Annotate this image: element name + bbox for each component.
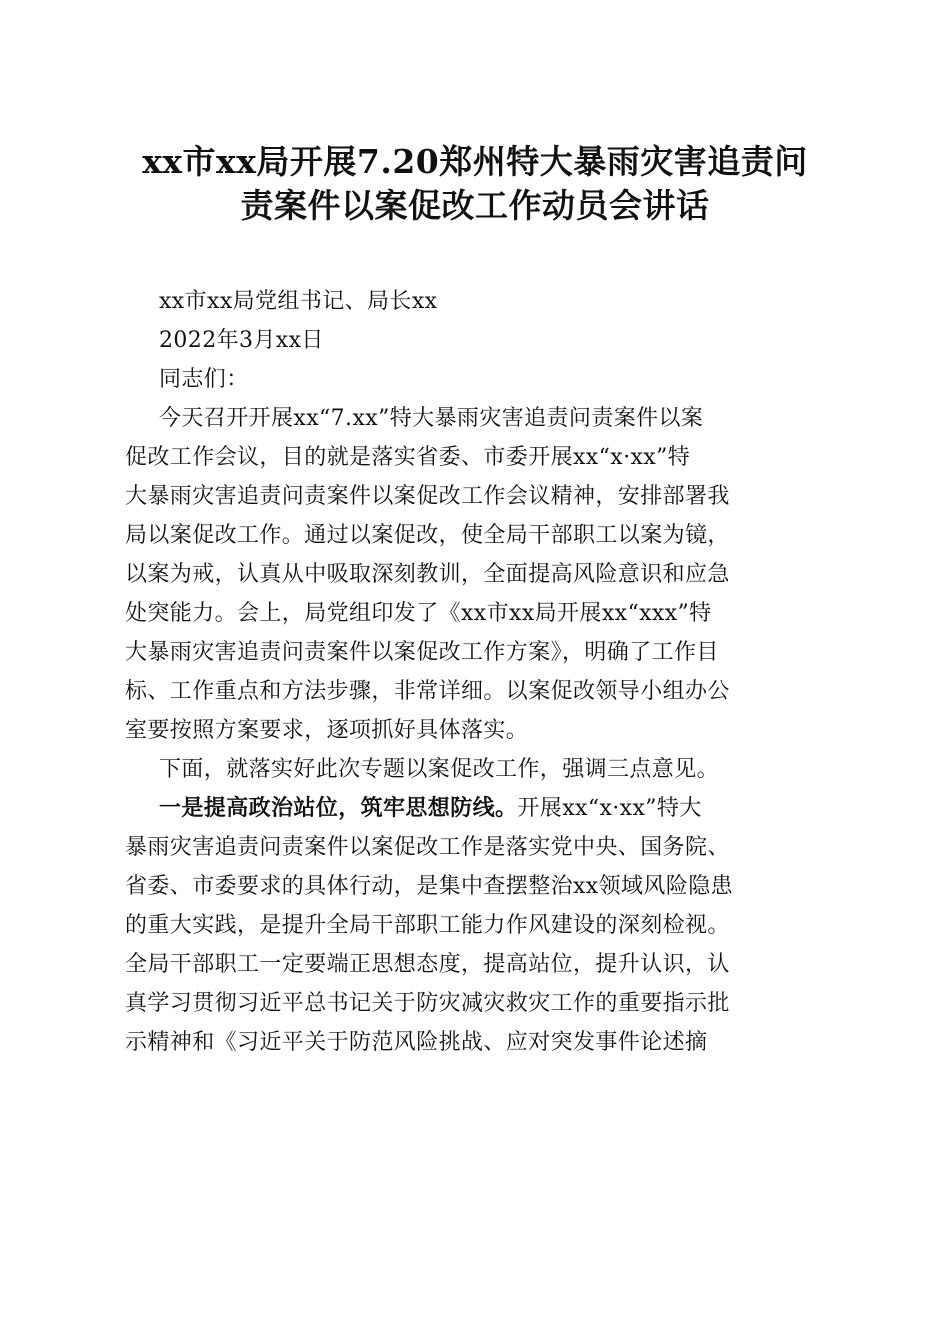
- salutation: 同志们：: [159, 367, 249, 392]
- paragraph-line: [125, 789, 830, 828]
- title-line-2: 责案件以案促改工作动员会讲话: [240, 186, 710, 225]
- paragraph-line: 的重大实践，是提升全局干部职工能力作风建设的深刻检视。: [125, 913, 730, 938]
- title-line-1: xx市xx局开展7.20郑州特大暴雨灾害追责问: [142, 142, 808, 181]
- paragraph-line: 省委、市委要求的具体行动，是集中查摆整治xx领域风险隐患: [125, 874, 734, 899]
- document-title: [100, 140, 850, 228]
- paragraph-line: 处突能力。会上，局党组印发了《xx市xx局开展xx“xxx”特: [125, 601, 712, 626]
- paragraph-line: 今天召开开展xx“7.xx”特大暴雨灾害追责问责案件以案: [159, 406, 704, 431]
- paragraph-line: 大暴雨灾害追责问责案件以案促改工作会议精神，安排部署我: [125, 484, 730, 509]
- paragraph-line: 大暴雨灾害追责问责案件以案促改工作方案》，明确了工作目: [125, 640, 719, 665]
- paragraph-line: 暴雨灾害追责问责案件以案促改工作是落实党中央、国务院、: [125, 835, 730, 860]
- section-heading-1: 一是提高政治站位，筑牢思想防线。: [159, 795, 518, 821]
- document-body: [125, 282, 830, 1062]
- paragraph-1: [125, 399, 830, 750]
- paragraph-line: 全局干部职工一定要端正思想态度，提高站位，提升认识，认: [125, 952, 730, 977]
- paragraph-line: 真学习贯彻习近平总书记关于防灾减灾救灾工作的重要指示批: [125, 991, 730, 1016]
- paragraph-2: 下面，就落实好此次专题以案促改工作，强调三点意见。: [159, 757, 720, 782]
- paragraph-line: 以案为戒，认真从中吸取深刻教训，全面提高风险意识和应急: [125, 562, 730, 587]
- date-line: 2022年3月xx日: [159, 328, 324, 353]
- paragraph-line: 促改工作会议，目的就是落实省委、市委开展xx“x·xx”特: [125, 445, 691, 470]
- paragraph-line: 局以案促改工作。通过以案促改，使全局干部职工以案为镜，: [125, 523, 730, 548]
- paragraph-line: 室要按照方案要求，逐项抓好具体落实。: [125, 718, 529, 743]
- speaker-line: xx市xx局党组书记、局长xx: [159, 289, 438, 314]
- paragraph-3: [125, 789, 830, 1062]
- paragraph-line: 示精神和《习近平关于防范风险挑战、应对突发事件论述摘: [125, 1030, 708, 1055]
- paragraph-text: 开展xx“x·xx”特大: [517, 796, 702, 821]
- paragraph-line: 标、工作重点和方法步骤，非常详细。以案促改领导小组办公: [125, 679, 730, 704]
